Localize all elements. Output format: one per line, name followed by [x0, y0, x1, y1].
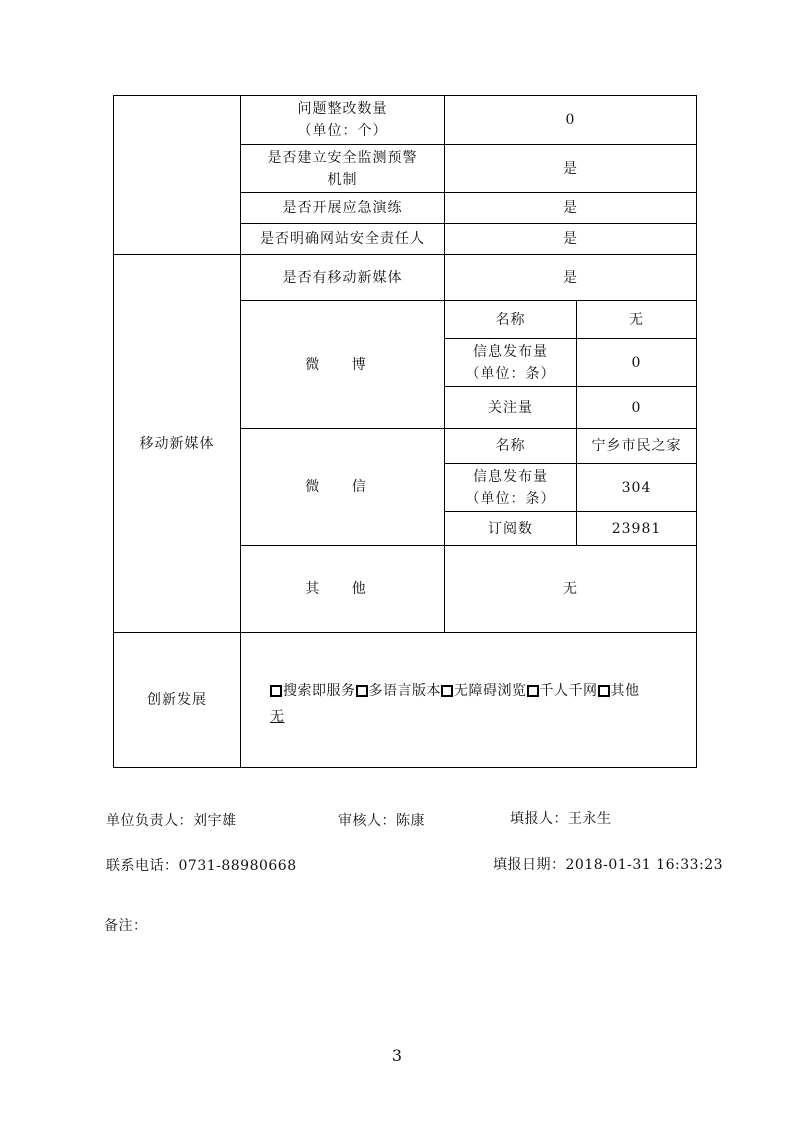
drill-label: 是否开展应急演练 [282, 200, 403, 216]
issue-count-value: 0 [565, 112, 576, 128]
option-search-as-service: 搜索即服务 [283, 683, 356, 699]
innovation-options [270, 678, 640, 730]
other-media-label: 其 他 [305, 581, 380, 597]
issue-count-label: 问题整改数量 [297, 101, 388, 117]
issue-count-unit: （单位：个） [297, 123, 388, 139]
reviewer: 审核人：陈康 [338, 813, 425, 829]
innovation-other-text: 无 [270, 709, 285, 725]
option-other: 其他 [610, 683, 640, 699]
has-mobile-media-label: 是否有移动新媒体 [282, 269, 403, 286]
option-multi-language: 多语言版本 [368, 683, 441, 699]
table-border-right [696, 95, 697, 768]
weibo-followers-label: 关注量 [488, 399, 533, 416]
other-media-value: 无 [563, 581, 578, 597]
responsible-value: 是 [563, 231, 578, 247]
wechat-name-label: 名称 [495, 438, 526, 454]
monitoring-label-line2: 机制 [327, 171, 358, 188]
weibo-posts-value: 0 [631, 354, 642, 371]
option-personalized: 千人千网 [539, 683, 598, 699]
checkbox-personalized[interactable] [527, 685, 539, 697]
weibo-label: 微 博 [305, 356, 380, 373]
remarks-label: 备注： [104, 918, 148, 934]
weibo-posts-unit: （单位：条） [465, 365, 556, 382]
wechat-subscribers-label: 订阅数 [488, 520, 533, 537]
option-accessibility: 无障碍浏览 [454, 683, 527, 699]
wechat-posts-unit: （单位：条） [465, 490, 556, 507]
weibo-name-value: 无 [629, 311, 644, 328]
innovation-other-text-line [270, 704, 640, 730]
mobile-media-section-label: 移动新媒体 [139, 435, 215, 452]
innovation-options-line [270, 678, 640, 704]
table-border-bottom [113, 767, 697, 768]
website-report-table [113, 95, 697, 768]
checkbox-other[interactable] [598, 685, 610, 697]
unit-head: 单位负责人：刘宇雄 [106, 813, 237, 829]
page-number: 3 [391, 1046, 403, 1065]
fill-date: 填报日期：2018-01-31 16:33:23 [493, 857, 724, 873]
weibo-posts-label: 信息发布量 [473, 343, 548, 360]
weibo-posts-label-cell [445, 339, 576, 386]
issue-count-label-cell [241, 96, 444, 144]
wechat-name-value: 宁乡市民之家 [591, 438, 682, 454]
innovation-section-label: 创新发展 [147, 692, 207, 708]
wechat-posts-label: 信息发布量 [473, 468, 548, 485]
monitoring-value: 是 [563, 160, 578, 177]
wechat-posts-value: 304 [621, 479, 652, 496]
responsible-label: 是否明确网站安全责任人 [260, 231, 425, 247]
drill-value: 是 [563, 200, 578, 216]
wechat-posts-label-cell [445, 464, 576, 511]
weibo-followers-value: 0 [631, 399, 642, 416]
monitoring-label-cell [241, 145, 444, 192]
wechat-label: 微 信 [305, 479, 380, 495]
weibo-name-label: 名称 [495, 311, 526, 328]
monitoring-label-line1: 是否建立安全监测预警 [267, 149, 418, 166]
checkbox-multi-language[interactable] [356, 685, 368, 697]
filler: 填报人：王永生 [510, 811, 612, 827]
contact-phone: 联系电话：0731-88980668 [106, 858, 297, 874]
wechat-subscribers-value: 23981 [611, 520, 662, 537]
has-mobile-media-value: 是 [563, 269, 578, 286]
checkbox-search-as-service[interactable] [270, 685, 282, 697]
checkbox-accessibility[interactable] [441, 685, 453, 697]
